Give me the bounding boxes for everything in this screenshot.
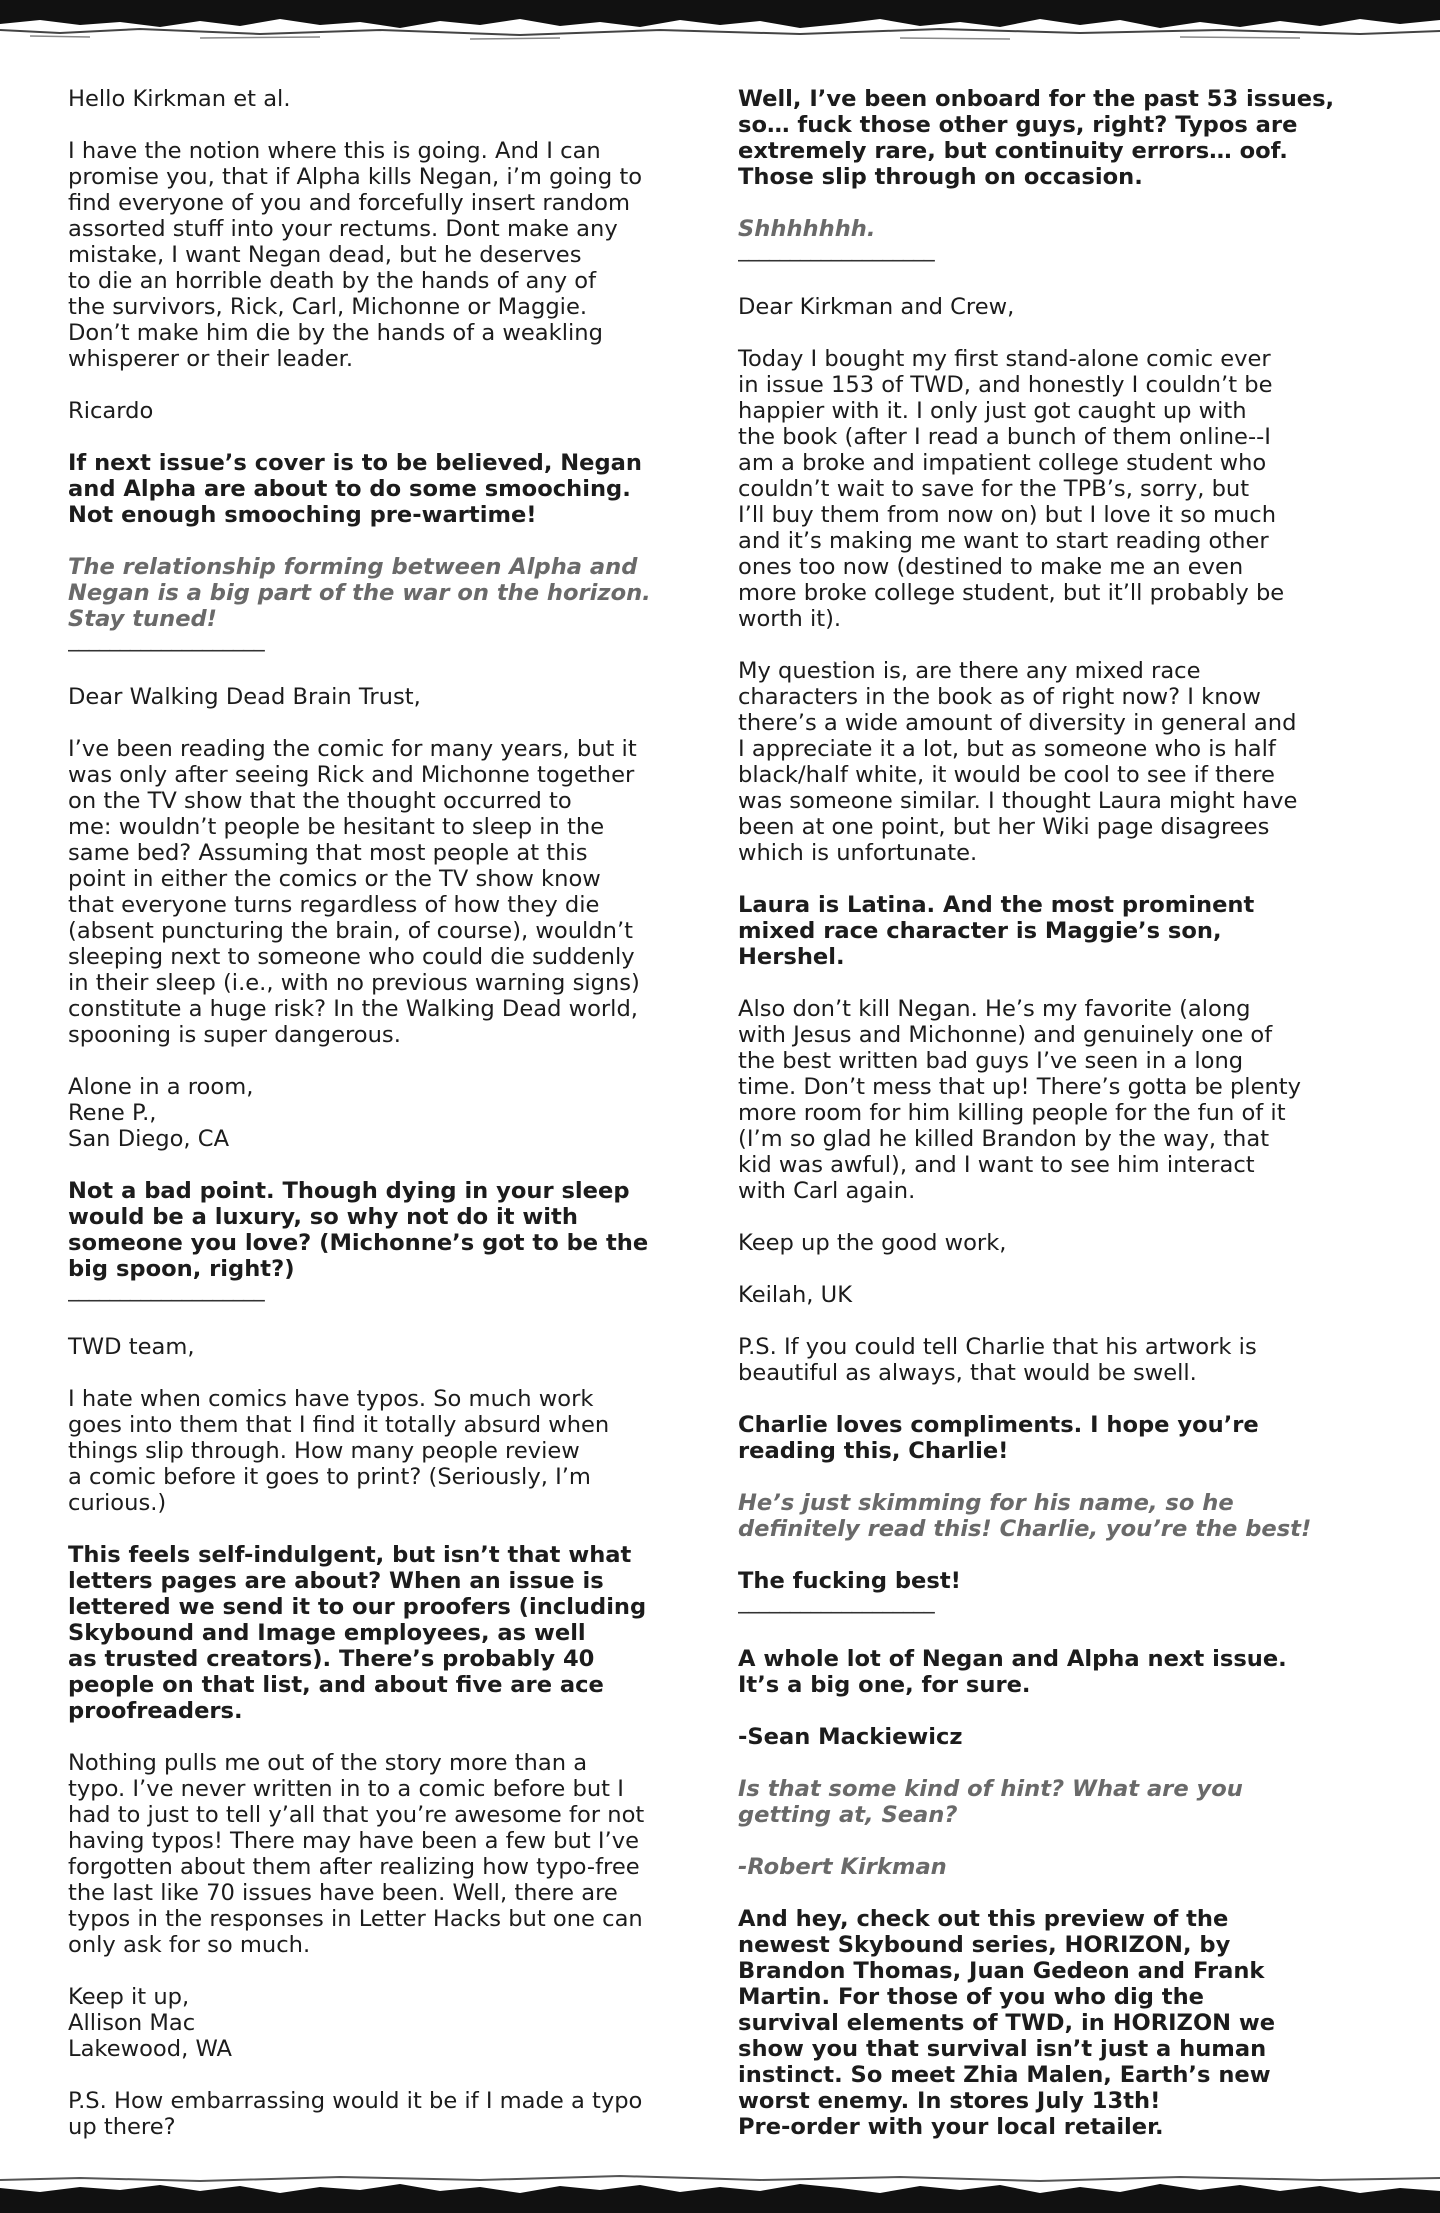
letter-paragraph: Keilah, UK bbox=[738, 1282, 853, 1308]
editor-response: Not a bad point. Though dying in your sleep would be a luxury, so why not do it with someone you love? (Michonne’s got to be the big spoon, right?) bbox=[68, 1178, 649, 1282]
editor-response: Well, I’ve been onboard for the past 53 issues, so… fuck those other guys, right? Typos are extremely rare, but continuity errors… oof. Those slip through on occasion. bbox=[738, 86, 1335, 190]
bottom-grunge-border bbox=[0, 2171, 1440, 2213]
editor-aside: He’s just skimming for his name, so he definitely read this! Charlie, you’re the best! bbox=[738, 1490, 1312, 1542]
letter-paragraph: My question is, are there any mixed race characters in the book as of right now? I know there’s a wide amount of diversity in general and I appreciate it a lot, but as someone who is half black/half white, it would be cool to see if there was someone similar. I thought Laura might have been at one point, but her Wiki page disagrees which is unfortunate. bbox=[738, 658, 1298, 866]
editor-response: This feels self-indulgent, but isn’t that what letters pages are about? When an issue is lettered we send it to our proofers (including Skybound and Image employees, as well as trusted creators). There’s probably 40 people on that list, and about five are ace proofreaders. bbox=[68, 1542, 647, 1724]
editor-response: And hey, check out this preview of the newest Skybound series, HORIZON, by Brandon Thomas, Juan Gedeon and Frank Martin. For those of you who dig the survival elements of TWD, in HORIZON we show you that survival isn’t just a human instinct. So meet Zhia Malen, Earth’s new worst enemy. In stores July 13th! Pre-order with your local retailer. bbox=[738, 1906, 1276, 2140]
letter-paragraph: Keep up the good work, bbox=[738, 1230, 1007, 1256]
editor-response: A whole lot of Negan and Alpha next issue. It’s a big one, for sure. bbox=[738, 1646, 1287, 1698]
editor-response: The fucking best! bbox=[738, 1568, 961, 1594]
letter-paragraph: Today I bought my first stand-alone comic ever in issue 153 of TWD, and honestly I couldn’t be happier with it. I only just got caught up with the book (after I read a bunch of them online--I am a broke and impatient college student who couldn’t wait to save for the TPB’s, sorry, but I’ll buy them from now on) but I love it so much and it’s making me want to start reading other ones too now (destined to make me an even more broke college student, but it’ll probably be worth it). bbox=[738, 346, 1285, 632]
letter-paragraph: Hello Kirkman et al. bbox=[68, 86, 291, 112]
letter-paragraph: Alone in a room, Rene P., San Diego, CA bbox=[68, 1074, 254, 1152]
editor-aside: The relationship forming between Alpha and Negan is a big part of the war on the horizon. Stay tuned! bbox=[68, 554, 651, 632]
editor-aside: Is that some kind of hint? What are you getting at, Sean? bbox=[738, 1776, 1243, 1828]
section-divider: ___________________ bbox=[738, 242, 934, 262]
top-grunge-border bbox=[0, 0, 1440, 44]
right-letters-column bbox=[738, 86, 1378, 2166]
editor-response: -Sean Mackiewicz bbox=[738, 1724, 963, 1750]
letter-paragraph: P.S. If you could tell Charlie that his artwork is beautiful as always, that would be swell. bbox=[738, 1334, 1257, 1386]
section-divider: ___________________ bbox=[68, 1282, 264, 1302]
editor-aside: Shhhhhhh. bbox=[738, 216, 876, 242]
editor-response: Laura is Latina. And the most prominent mixed race character is Maggie’s son, Hershel. bbox=[738, 892, 1255, 970]
letter-paragraph: P.S. How embarrassing would it be if I made a typo up there? bbox=[68, 2088, 643, 2140]
editor-response: Charlie loves compliments. I hope you’re reading this, Charlie! bbox=[738, 1412, 1259, 1464]
letter-paragraph: I have the notion where this is going. And I can promise you, that if Alpha kills Negan, i’m going to find everyone of you and forcefully insert random assorted stuff into your rectums. Dont make any mistake, I want Negan dead, but he deserves to die an horrible death by the hands of any of the survivors, Rick, Carl, Michonne or Maggie. Don’t make him die by the hands of a weakling whisperer or their leader. bbox=[68, 138, 643, 372]
left-letters-column bbox=[68, 86, 708, 2166]
letter-paragraph: I’ve been reading the comic for many years, but it was only after seeing Rick and Michonne together on the TV show that the thought occurred to me: wouldn’t people be hesitant to sleep in the same bed? Assuming that most people at this point in either the comics or the TV show know that everyone turns regardless of how they die (absent puncturing the brain, of course), wouldn’t sleeping next to someone who could die suddenly in their sleep (i.e., with no previous warning signs) constitute a huge risk? In the Walking Dead world, spooning is super dangerous. bbox=[68, 736, 640, 1048]
letter-paragraph: I hate when comics have typos. So much work goes into them that I find it totally absurd when things slip through. How many people review a comic before it goes to print? (Seriously, I’m curious.) bbox=[68, 1386, 610, 1516]
section-divider: ___________________ bbox=[738, 1594, 934, 1614]
letter-paragraph: TWD team, bbox=[68, 1334, 195, 1360]
letter-paragraph: Nothing pulls me out of the story more than a typo. I’ve never written in to a comic before but I had to just to tell y’all that you’re awesome for not having typos! There may have been a few but I’ve forgotten about them after realizing how typo-free the last like 70 issues have been. Well, there are typos in the responses in Letter Hacks but one can only ask for so much. bbox=[68, 1750, 645, 1958]
letter-paragraph: Ricardo bbox=[68, 398, 154, 424]
letter-paragraph: Dear Walking Dead Brain Trust, bbox=[68, 684, 421, 710]
editor-aside: -Robert Kirkman bbox=[738, 1854, 947, 1880]
letter-paragraph: Also don’t kill Negan. He’s my favorite (along with Jesus and Michonne) and genuinely one of the best written bad guys I’ve seen in a long time. Don’t mess that up! There’s gotta be plenty more room for him killing people for the fun of it (I’m so glad he killed Brandon by the way, that kid was awful), and I want to see him interact with Carl again. bbox=[738, 996, 1302, 1204]
letter-paragraph: Dear Kirkman and Crew, bbox=[738, 294, 1015, 320]
editor-response: If next issue’s cover is to be believed, Negan and Alpha are about to do some smooching. Not enough smooching pre-wartime! bbox=[68, 450, 643, 528]
section-divider: ___________________ bbox=[68, 632, 264, 652]
letter-paragraph: Keep it up, Allison Mac Lakewood, WA bbox=[68, 1984, 233, 2062]
